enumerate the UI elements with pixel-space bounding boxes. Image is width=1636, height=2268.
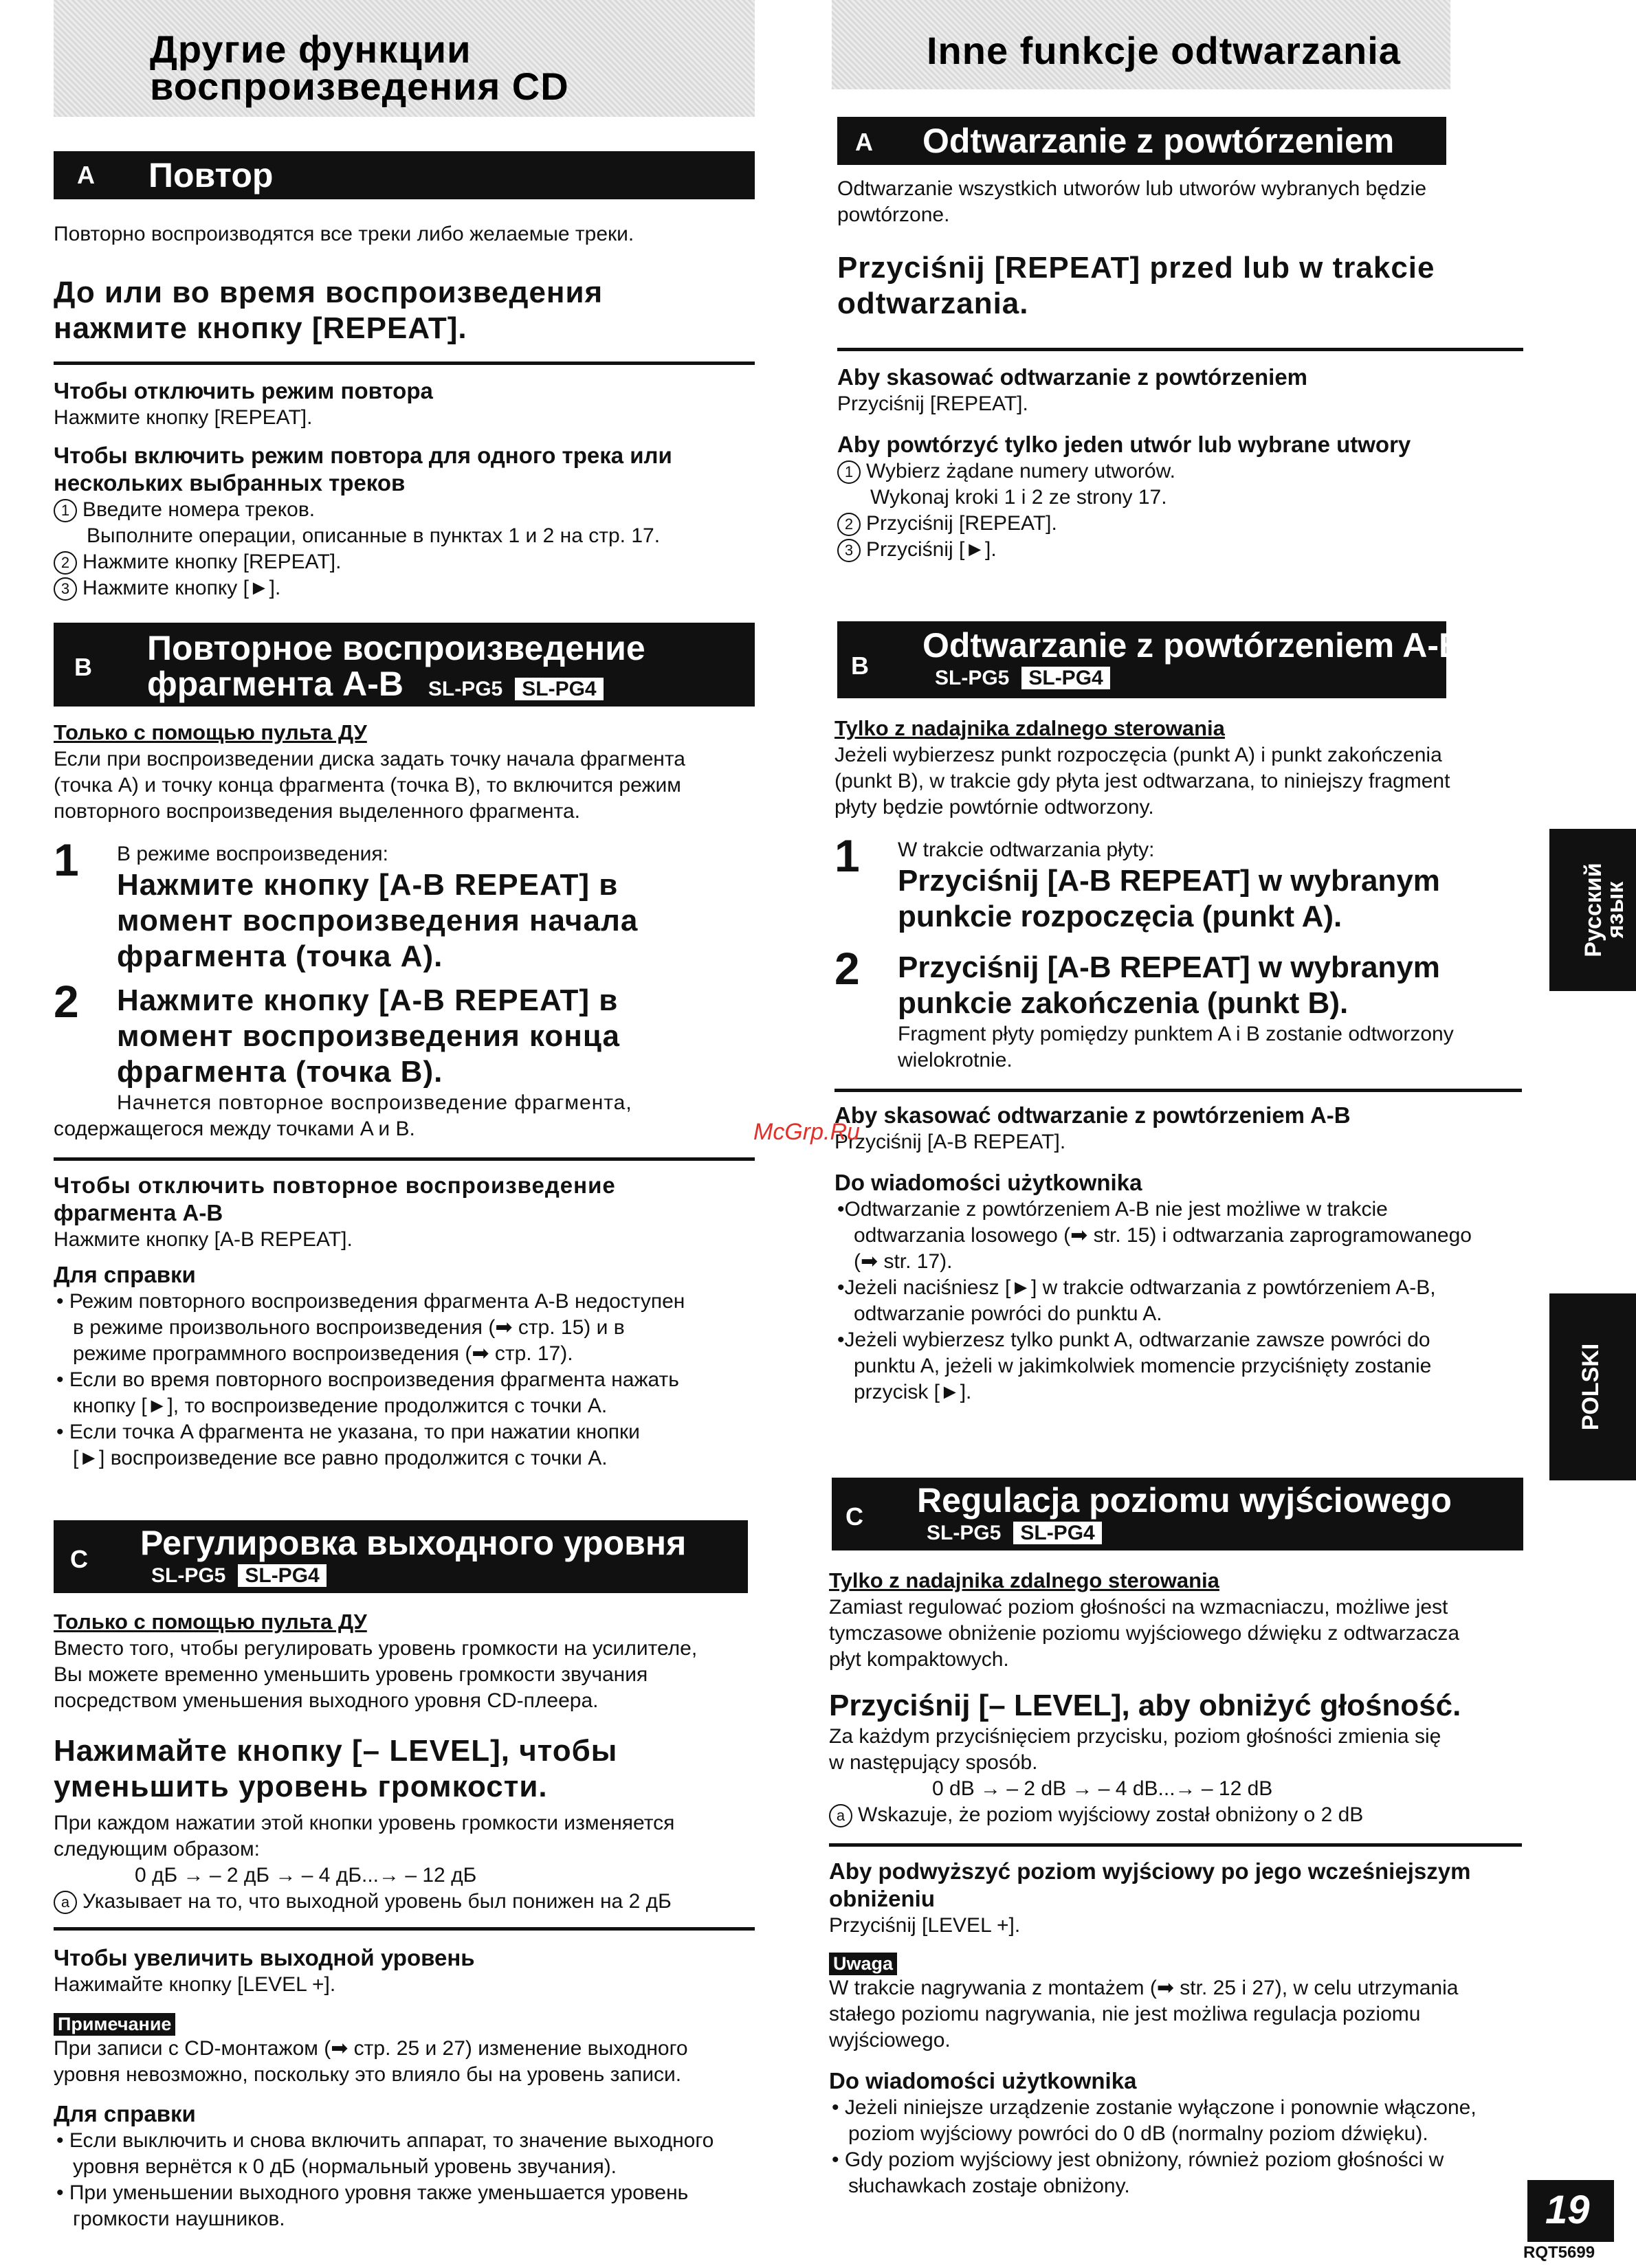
pl-section-c-body [829,1567,1522,2199]
pl-section-b-header [837,621,1464,698]
section-title-text: фрагмента A-B [147,665,404,703]
reference-item: • Режим повторного воспроизведения фрагмента A-B недоступен [56,1290,685,1313]
reference-heading: Для справки [54,1262,196,1287]
info-heading: Do wiadomości użytkownika [834,1170,1142,1195]
step-text: Нажмите кнопку [REPEAT]. [82,551,342,573]
step-text: wielokrotnie. [898,1049,1013,1071]
instruction-line: нажмите кнопку [REPEAT]. [54,311,467,345]
circled-number: 3 [54,577,77,601]
note-text: W trakcie nagrywania z montażem (➡ str. 25 i 27), w celu utrzymania [829,1977,1459,1999]
info-heading: Do wiadomości użytkownika [829,2068,1137,2093]
instruction-line: Przyciśnij [– LEVEL], aby obniżyć głośność. [829,1689,1461,1722]
intro-text: Повторно воспроизводятся все треки либо желаемые треки. [54,223,634,245]
step-number: 2 [834,943,860,994]
step-text: Начнется повторное воспроизведение фрагмента, [117,1091,632,1114]
step-instruction: момент воспроизведения начала [117,904,639,937]
pl-section-b-body [834,715,1522,1405]
step-text: содержащегося между точками A и B. [54,1118,415,1140]
info-item: odtwarzanie powróci do punktu A. [854,1302,1162,1325]
intro-text: Если при воспроизведении диска задать точку начала фрагмента [54,748,685,770]
increase-heading: obniżeniu [829,1886,935,1911]
step-2 [834,943,1522,1074]
intro-text: powtórzone. [837,203,950,226]
step-1 [834,830,1522,935]
body-text: w następujący sposób. [829,1751,1038,1774]
remote-only-label: Только с помощью пульта ДУ [54,720,367,744]
step-instruction: Нажмите кнопку [A-B REPEAT] в [117,983,619,1017]
step-instruction: punkcie zakończenia (punkt B). [898,986,1349,1020]
reference-item: • Если выключить и снова включить аппарат, то значение выходного [56,2129,714,2152]
circled-letter: a [54,1891,77,1914]
pl-section-a-body [837,176,1523,563]
increase-heading: Aby podwyższyć poziom wyjściowy po jego wcześniejszym [829,1858,1471,1884]
step-2 [54,976,755,1116]
increase-text: Przyciśnij [LEVEL +]. [829,1914,1021,1937]
cancel-heading: Aby skasować odtwarzanie z powtórzeniem [837,364,1308,390]
circled-number: 2 [837,513,861,536]
step-text: W trakcie odtwarzania płyty: [898,838,1155,861]
page-number-box [1527,2180,1614,2242]
info-item: •Jeżeli naciśniesz [►] w trakcie odtwarzania z powtórzeniem A-B, [837,1276,1436,1299]
note-tag: Примечание [54,2013,175,2036]
step-text: Введите номера треков. [82,498,316,521]
step-text: Fragment płyty pomiędzy punktem A i B zostanie odtworzony [898,1023,1454,1045]
circled-number: 1 [837,460,861,484]
intro-text: Вы можете временно уменьшить уровень громкости звучания [54,1663,648,1686]
reference-item: • При уменьшении выходного уровня также уменьшается уровень [56,2181,689,2204]
step-instruction: момент воспроизведения конца [117,1019,620,1053]
circled-number: 3 [837,539,861,562]
section-letter: B [851,652,869,680]
step-1 [54,834,755,975]
info-item: słuchawkach zostaje obniżony. [848,2175,1130,2197]
ru-section-a-body [54,221,755,601]
model-label-boxed: SL-PG4 [238,1564,326,1587]
increase-text: Нажимайте кнопку [LEVEL +]. [54,1973,336,1996]
reference-item: в режиме произвольного воспроизведения (➡ стр. 15) и в [73,1316,625,1339]
watermark: McGrp.Ru [753,1119,860,1145]
step-text: В режиме воспроизведения: [117,843,388,865]
section-letter: A [77,161,95,189]
step-number: 1 [54,834,79,885]
info-item: odtwarzania losowego (➡ str. 15) i odtwarzania zaprogramowanego [854,1224,1472,1247]
info-item: przycisk [►]. [854,1381,972,1403]
instruction-line: odtwarzania. [837,287,1029,320]
intro-text: посредством уменьшения выходного уровня CD-плеера. [54,1689,599,1712]
section-title: Odtwarzanie z powtórzeniem [922,122,1395,160]
reference-item: кнопку [►], то воспроизведение продолжится с точки A. [73,1394,608,1417]
step-instruction: Нажмите кнопку [A-B REPEAT] в [117,868,619,902]
info-item: •Jeżeli wybierzesz tylko punkt A, odtwarzanie zawsze powróci do [837,1328,1430,1351]
pl-page-title-text: Inne funkcje odtwarzania [927,29,1401,72]
doc-code: RQT5699 [1523,2243,1595,2262]
remote-only-label: Tylko z nadajnika zdalnego sterowania [829,1568,1219,1592]
cancel-heading: Чтобы отключить режим повтора [54,378,433,403]
step-text: Выполните операции, описанные в пунктах 1 и 2 на стр. 17. [87,524,661,547]
intro-text: płyt kompaktowych. [829,1648,1009,1671]
step-instruction: Przyciśnij [A-B REPEAT] w wybranym [898,864,1440,898]
section-title: Regulacja poziomu wyjściowego [917,1481,1452,1520]
intro-text: Вместо того, чтобы регулировать уровень громкости на усилителе, [54,1637,698,1660]
step-number: 2 [54,976,79,1027]
intro-text: tymczasowe obniżenie poziomu wyjściowego dźwięku z odtwarzacza [829,1622,1460,1645]
intro-text: (точка A) и точку конца фрагмента (точка B), то включится режим [54,774,681,797]
ru-section-a-header [54,151,755,199]
section-title: Odtwarzanie z powtórzeniem A-B [922,626,1464,665]
section-title-line1: Повторное воспроизведение [147,629,645,667]
side-tab-label: язык [1602,881,1628,939]
reference-item: [►] воспроизведение все равно продолжится с точки A. [73,1447,608,1469]
cancel-heading: фрагмента A-B [54,1200,223,1225]
ru-page-title [54,0,755,117]
step-instruction: фрагмента (точка B). [117,1055,443,1089]
cancel-text: Przyciśnij [A-B REPEAT]. [834,1131,1066,1153]
cancel-heading: Aby skasować odtwarzanie z powtórzeniem A-B [834,1102,1351,1128]
divider [54,1157,755,1161]
section-title: Повтор [148,156,274,194]
model-label-boxed: SL-PG4 [515,678,603,700]
remote-only-label: Только с помощью пульта ДУ [54,1610,367,1634]
instruction-line: До или во время воспроизведения [54,276,604,309]
level-sequence: 0 dB → – 2 dB → – 4 dB...→ – 12 dB [932,1777,1273,1800]
step-text: Przyciśnij [REPEAT]. [866,512,1057,535]
body-text: При каждом нажатии этой кнопки уровень громкости изменяется [54,1812,675,1834]
ru-page-title-line1: Другие функции [150,27,472,71]
step-text: Wykonaj kroki 1 i 2 ze strony 17. [870,486,1167,509]
section-letter: B [74,653,92,681]
ru-section-c-body [54,1608,755,2232]
instruction-line: Нажимайте кнопку [– LEVEL], чтобы [54,1734,618,1768]
ru-page-title-line2: воспроизведения CD [150,65,569,108]
step-instruction: punkcie rozpoczęcia (punkt A). [898,900,1342,933]
model-label-boxed: SL-PG4 [1021,667,1109,689]
info-item: punktu A, jeżeli w jakimkolwiek momencie przyciśnięty zostanie [854,1355,1432,1377]
side-tab-russian [1549,829,1636,991]
step-number: 1 [834,830,860,881]
page-number: 19 [1545,2188,1590,2232]
ru-section-b-header [54,623,755,707]
body-text: Za każdym przyciśnięciem przycisku, poziom głośności zmienia się [829,1725,1441,1748]
divider [54,362,755,365]
pl-section-a-header [837,117,1446,165]
reference-item: • Если во время повторного воспроизведения фрагмента нажать [56,1368,679,1391]
divider [829,1843,1522,1847]
circled-number: 1 [54,499,77,522]
intro-text: płyty będzie powtórnie odtworzony. [834,796,1154,819]
cancel-text: Przyciśnij [REPEAT]. [837,392,1028,415]
reference-heading: Для справки [54,2101,196,2126]
divider [837,348,1523,351]
info-item: •Odtwarzanie z powtórzeniem A-B nie jest możliwe w trakcie [837,1198,1388,1221]
remote-only-label: Tylko z nadajnika zdalnego sterowania [834,716,1225,740]
step-text: Wybierz żądane numery utworów. [866,460,1175,482]
note-tag: Uwaga [829,1953,897,1975]
intro-text: повторного воспроизведения выделенного фрагмента. [54,800,580,823]
step-text: Нажмите кнопку [►]. [82,577,281,599]
circled-number: 2 [54,551,77,575]
cancel-text: Нажмите кнопку [A-B REPEAT]. [54,1228,353,1251]
model-label: SL-PG5 [151,1564,226,1587]
note-text: При записи с CD-монтажом (➡ стр. 25 и 27) изменение выходного [54,2037,688,2060]
note-text: уровня невозможно, поскольку это влияло бы на уровень записи. [54,2063,682,2086]
note-text: stałego poziomu nagrywania, nie jest możliwa regulacja poziomu [829,2003,1421,2025]
reference-item: режиме программного воспроизведения (➡ стр. 17). [73,1342,573,1365]
model-label: SL-PG5 [935,667,1010,689]
selected-heading: Aby powtórzyć tylko jeden utwór lub wybrane utwory [837,432,1411,457]
body-text: следующим образом: [54,1838,260,1860]
divider [54,1927,755,1931]
selected-heading: нескольких выбранных треков [54,470,406,496]
circled-letter: a [829,1804,852,1827]
step-instruction: Przyciśnij [A-B REPEAT] w wybranym [898,950,1440,984]
model-label: SL-PG5 [428,678,503,700]
increase-heading: Чтобы увеличить выходной уровень [54,1945,475,1970]
selected-heading: Чтобы включить режим повтора для одного трека или [54,443,672,468]
intro-text: Zamiast regulować poziom głośności na wzmacniaczu, możliwe jest [829,1596,1448,1619]
body-text: Указывает на то, что выходной уровень был понижен на 2 дБ [82,1890,672,1913]
ru-section-b-body [54,719,755,1471]
info-item: • Jeżeli niniejsze urządzenie zostanie wyłączone i ponownie włączone, [832,2096,1477,2119]
info-item: (➡ str. 17). [854,1250,953,1273]
instruction-line: Przyciśnij [REPEAT] przed lub w trakcie [837,251,1435,285]
side-tab-polski [1549,1293,1636,1480]
section-letter: A [855,128,873,156]
info-item: poziom wyjściowy powróci do 0 dB (normalny poziom dźwięku). [848,2122,1428,2145]
section-title-line2 [147,665,604,708]
reference-item: • Если точка A фрагмента не указана, то при нажатии кнопки [56,1421,640,1443]
info-item: • Gdy poziom wyjściowy jest obniżony, również poziom głośności w [832,2148,1444,2171]
cancel-heading: Чтобы отключить повторное воспроизведение [54,1172,616,1198]
pl-section-c-header [832,1478,1523,1550]
model-label: SL-PG5 [927,1522,1002,1544]
pl-page-title [832,0,1450,89]
intro-text: Jeżeli wybierzesz punkt rozpoczęcia (punkt A) i punkt zakończenia [834,744,1442,766]
step-text: Przyciśnij [►]. [866,538,997,561]
reference-item: громкости наушников. [73,2208,285,2230]
section-letter: C [845,1502,863,1531]
model-label-boxed: SL-PG4 [1013,1522,1101,1544]
body-text: Wskazuje, że poziom wyjściowy został obniżony o 2 dB [858,1803,1364,1826]
side-tab-label: Русский [1580,863,1606,957]
divider [834,1089,1522,1092]
side-tab-label: POLSKI [1578,1343,1604,1431]
intro-text: Odtwarzanie wszystkich utworów lub utworów wybranych będzie [837,177,1427,200]
section-title: Регулировка выходного уровня [140,1524,687,1562]
level-sequence: 0 дБ → – 2 дБ → – 4 дБ...→ – 12 дБ [135,1864,477,1887]
intro-text: (punkt B), w trakcie gdy płyta jest odtwarzana, to niniejszy fragment [834,770,1450,792]
instruction-line: уменьшить уровень громкости. [54,1770,548,1803]
note-text: wyjściowego. [829,2029,951,2052]
ru-section-c-header [54,1520,748,1593]
reference-item: уровня вернётся к 0 дБ (нормальный уровень звучания). [73,2155,617,2178]
cancel-text: Нажмите кнопку [REPEAT]. [54,406,313,429]
step-instruction: фрагмента (точка A). [117,940,443,973]
section-letter: C [70,1545,88,1573]
